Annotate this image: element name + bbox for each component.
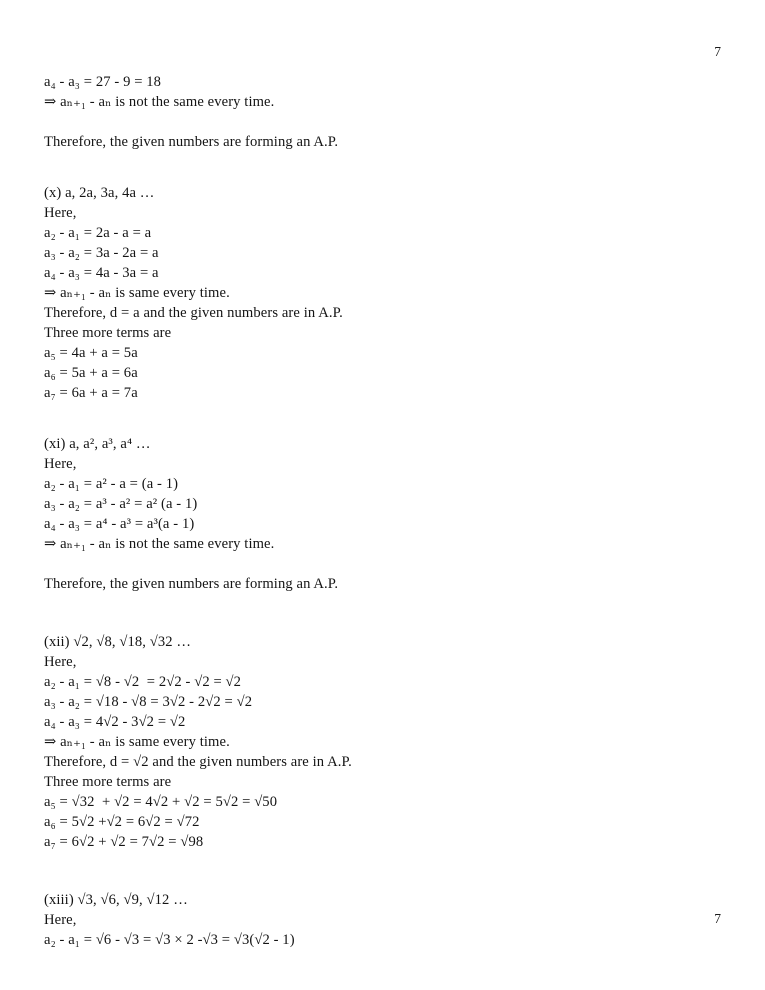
text-line: Here, <box>44 912 77 928</box>
text-line: a₅ = 4a + a = 5a <box>44 345 138 361</box>
text-line: a₄ - a₃ = 27 - 9 = 18 <box>44 74 162 90</box>
text-line: a₄ - a₃ = 4a - 3a = a <box>44 265 159 281</box>
text-line: Therefore, the given numbers are forming an A.P. <box>44 576 339 592</box>
text-line: a₅ = √32 + √2 = 4√2 + √2 = 5√2 = √50 <box>44 794 278 810</box>
text-line: a₇ = 6a + a = 7a <box>44 385 138 401</box>
text-line: Here, <box>44 654 77 670</box>
text-line: a₃ - a₂ = 3a - 2a = a <box>44 245 159 261</box>
text-line: ⇒ aₙ₊₁ - aₙ is same every time. <box>44 734 230 750</box>
page-content <box>44 72 684 950</box>
text-line: a₇ = 6√2 + √2 = 7√2 = √98 <box>44 834 204 850</box>
paragraph-spacer <box>44 554 684 574</box>
section-spacer <box>44 852 684 890</box>
text-line: a₂ - a₁ = √8 - √2 = 2√2 - √2 = √2 <box>44 674 242 690</box>
text-line: a₆ = 5a + a = 6a <box>44 365 138 381</box>
text-line: a₄ - a₃ = a⁴ - a³ = a³(a - 1) <box>44 516 195 532</box>
text-line: Therefore, the given numbers are forming an A.P. <box>44 134 339 150</box>
page-number-bottom: 7 <box>714 911 721 926</box>
text-line: ⇒ aₙ₊₁ - aₙ is not the same every time. <box>44 94 275 110</box>
text-line: ⇒ aₙ₊₁ - aₙ is same every time. <box>44 285 230 301</box>
text-line: Here, <box>44 456 77 472</box>
text-line: a₆ = 5√2 +√2 = 6√2 = √72 <box>44 814 200 830</box>
text-line: a₄ - a₃ = 4√2 - 3√2 = √2 <box>44 714 186 730</box>
text-line: Three more terms are <box>44 774 172 790</box>
page-number-top: 7 <box>714 44 721 59</box>
paragraph-spacer <box>44 112 684 132</box>
text-line: ⇒ aₙ₊₁ - aₙ is not the same every time. <box>44 536 275 552</box>
text-line: Three more terms are <box>44 325 172 341</box>
item-heading-xiii: (xiii) √3, √6, √9, √12 … <box>44 892 188 908</box>
item-heading-xii: (xii) √2, √8, √18, √32 … <box>44 634 192 650</box>
item-heading-x: (x) a, 2a, 3a, 4a … <box>44 185 155 201</box>
section-spacer <box>44 152 684 183</box>
text-line: a₂ - a₁ = 2a - a = a <box>44 225 152 241</box>
section-spacer <box>44 594 684 632</box>
text-line: Therefore, d = √2 and the given numbers are in A.P. <box>44 754 352 770</box>
text-line: a₃ - a₂ = a³ - a² = a² (a - 1) <box>44 496 198 512</box>
section-spacer <box>44 403 684 434</box>
text-line: Here, <box>44 205 77 221</box>
text-line: a₂ - a₁ = √6 - √3 = √3 × 2 -√3 = √3(√2 - 1) <box>44 932 295 948</box>
text-line: a₃ - a₂ = √18 - √8 = 3√2 - 2√2 = √2 <box>44 694 253 710</box>
text-line: Therefore, d = a and the given numbers are in A.P. <box>44 305 343 321</box>
text-line: a₂ - a₁ = a² - a = (a - 1) <box>44 476 179 492</box>
item-heading-xi: (xi) a, a², a³, a⁴ … <box>44 436 151 452</box>
